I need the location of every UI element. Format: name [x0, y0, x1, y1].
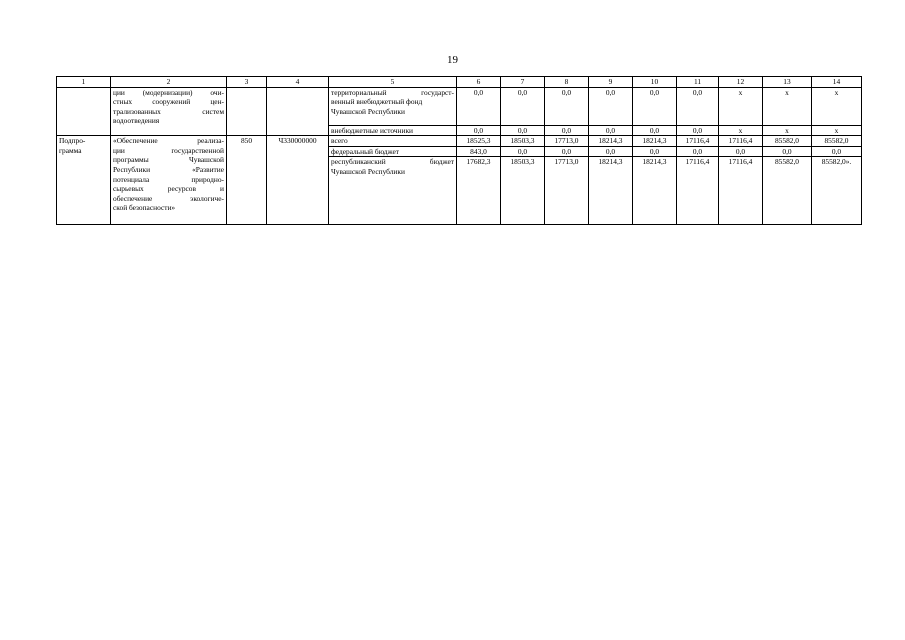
value-cell: x [763, 125, 812, 136]
source-cell: федеральный бюджет [329, 146, 457, 157]
name-line: сырьевых ресурсов и [113, 184, 224, 194]
value-cell: 17116,4 [677, 157, 719, 225]
value-cell: 0,0 [633, 146, 677, 157]
source-line: республиканский бюджет [331, 157, 454, 167]
status-cell [57, 136, 111, 225]
header-cell: 9 [589, 77, 633, 88]
value-cell: 85582,0». [812, 157, 862, 225]
header-cell: 13 [763, 77, 812, 88]
value-cell: 0,0 [633, 125, 677, 136]
value-cell: 0,0 [633, 87, 677, 125]
source-cell: всего [329, 136, 457, 147]
value-cell: 0,0 [589, 146, 633, 157]
name-line: водоотведения [113, 116, 160, 126]
name-line: стных сооружений цен- [113, 97, 224, 107]
name-line: обеспечение экологиче- [113, 193, 224, 203]
status-line: грамма [59, 145, 82, 155]
name-line: Республики «Развитие [113, 164, 224, 174]
header-cell: 12 [719, 77, 763, 88]
source-cell: внебюджетные источники [329, 125, 457, 136]
value-cell: x [812, 87, 862, 125]
source-line: Чувашской Республики [331, 166, 405, 176]
source-line: территориальный государст- [331, 87, 454, 97]
value-cell: 17116,4 [719, 136, 763, 147]
header-row [57, 77, 862, 88]
header-cell: 5 [329, 77, 457, 88]
value-cell: 0,0 [812, 146, 862, 157]
value-cell: 0,0 [677, 125, 719, 136]
status-cell [57, 87, 111, 136]
header-cell: 4 [267, 77, 329, 88]
header-cell: 1 [57, 77, 111, 88]
value-cell: 0,0 [457, 125, 501, 136]
status-line: Подпро- [59, 136, 86, 146]
value-cell: 0,0 [677, 146, 719, 157]
budget-table [56, 76, 862, 225]
value-cell: 0,0 [763, 146, 812, 157]
grbs-cell: 850 [227, 136, 267, 225]
value-cell: 0,0 [501, 125, 545, 136]
value-cell: 18525,3 [457, 136, 501, 147]
header-cell: 11 [677, 77, 719, 88]
value-cell: 18214,3 [633, 157, 677, 225]
name-line: программы Чувашской [113, 155, 224, 165]
table-row [57, 87, 862, 125]
value-cell: 18503,3 [501, 157, 545, 225]
value-cell: 18214,3 [589, 136, 633, 147]
value-cell: 17682,3 [457, 157, 501, 225]
value-cell: 0,0 [677, 87, 719, 125]
header-cell: 10 [633, 77, 677, 88]
value-cell: 85582,0 [763, 157, 812, 225]
value-cell: 0,0 [501, 87, 545, 125]
header-cell: 14 [812, 77, 862, 88]
value-cell: x [719, 125, 763, 136]
value-cell: 0,0 [545, 146, 589, 157]
value-cell: 0,0 [457, 87, 501, 125]
value-cell: 17116,4 [677, 136, 719, 147]
value-cell: 85582,0 [763, 136, 812, 147]
value-cell: 0,0 [589, 87, 633, 125]
value-cell: 843,0 [457, 146, 501, 157]
value-cell: 0,0 [501, 146, 545, 157]
page-number: 19 [447, 54, 458, 66]
value-cell: 17713,0 [545, 157, 589, 225]
value-cell: 0,0 [589, 125, 633, 136]
value-cell: x [812, 125, 862, 136]
value-cell: 0,0 [545, 125, 589, 136]
header-cell: 2 [111, 77, 227, 88]
value-cell: 18214,3 [589, 157, 633, 225]
name-line: ции государственной [113, 145, 224, 155]
value-cell: x [763, 87, 812, 125]
value-cell: 17116,4 [719, 157, 763, 225]
grbs-cell [227, 87, 267, 136]
header-cell: 3 [227, 77, 267, 88]
source-line: Чувашской Республики [331, 106, 405, 116]
header-cell: 6 [457, 77, 501, 88]
value-cell: 0,0 [719, 146, 763, 157]
code-cell [267, 87, 329, 136]
source-cell [329, 87, 457, 125]
source-cell [329, 157, 457, 225]
name-line: трализованных систем [113, 106, 224, 116]
table-row [57, 136, 862, 147]
code-cell: Ч330000000 [267, 136, 329, 225]
value-cell: 18214,3 [633, 136, 677, 147]
name-line: потенциала природно- [113, 174, 224, 184]
name-line: «Обеспечение реализа- [113, 136, 224, 146]
header-cell: 7 [501, 77, 545, 88]
name-line: ской безопасности» [113, 203, 176, 213]
value-cell: 85582,0 [812, 136, 862, 147]
name-cell [111, 136, 227, 225]
value-cell: 17713,0 [545, 136, 589, 147]
value-cell: x [719, 87, 763, 125]
name-line: ции (модернизации) очи- [113, 87, 224, 97]
value-cell: 18503,3 [501, 136, 545, 147]
source-line: венный внебюджетный фонд [331, 97, 423, 107]
name-cell [111, 87, 227, 136]
header-cell: 8 [545, 77, 589, 88]
value-cell: 0,0 [545, 87, 589, 125]
